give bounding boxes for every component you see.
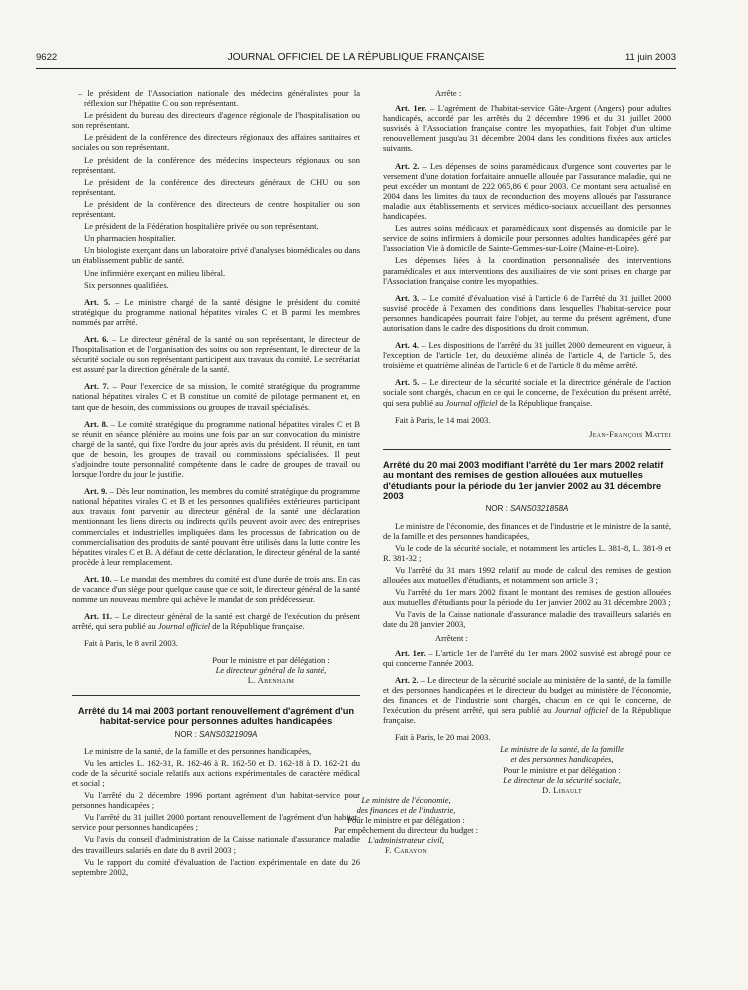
signature-line: Pour le ministre et par délégation : <box>503 764 621 775</box>
preamble-line: Vu le code de la sécurité sociale, et notamment les articles L. 381-8, L. 381-9 et R. 381-32 ; <box>383 542 671 563</box>
nor-code: SANS0321858A <box>510 504 569 514</box>
journal-title: JOURNAL OFFICIEL DE LA RÉPUBLIQUE FRANÇAISE <box>227 52 485 63</box>
signatory-name: Jean-François Mattei <box>589 428 671 439</box>
article-text-tail: de la République française. <box>497 397 593 408</box>
article-text: – Le directeur général de la santé ou son représentant, le directeur de l'hospitalisation et de l'organisation des soins ou son représentant, le directeur de la sécurité sociale ou son représentant participent aux travaux du comité. Le secrétariat est assuré par la direction générale de la santé. <box>72 333 360 375</box>
article <box>72 419 360 480</box>
header-rule <box>36 68 676 69</box>
article <box>72 297 360 327</box>
signature-date: Fait à Paris, le 20 mai 2003. <box>395 732 491 743</box>
issue-date: 11 juin 2003 <box>624 52 676 63</box>
signature-date: Fait à Paris, le 14 mai 2003. <box>395 414 491 425</box>
signatory-name: D. Libault <box>541 784 583 795</box>
article-number: Art. 5. <box>84 296 111 307</box>
member-item: Le président de la conférence des médecins inspecteurs régionaux ou son représentant. <box>72 154 360 175</box>
member-item: Un biologiste exerçant dans un laboratoire privé d'analyses biomédicales ou dans un établissement public de santé. <box>72 245 360 266</box>
member-item: Un pharmacien hospitalier. <box>84 233 176 244</box>
article <box>383 340 671 370</box>
preamble-line: Vu l'avis de la Caisse nationale d'assurance maladie des travailleurs salariés en date du 28 janvier 2003, <box>383 609 671 630</box>
signatory-name: L. Abenhaim <box>247 674 295 685</box>
nor-code: SANS0321909A <box>199 729 258 739</box>
signature-date: Fait à Paris, le 8 avril 2003. <box>84 638 178 649</box>
signature-line: Le directeur général de la santé, <box>215 664 327 675</box>
article-text-tail: de la République française. <box>210 621 305 632</box>
preamble-line: Le ministre de l'économie, des finances et de l'industrie et le ministre de la santé, de la famille et des personnes handicapées, <box>383 520 671 541</box>
article-text: – Le comité stratégique du programme national hépatites virales C et B se réunit en séance plénière au moins une fois par an sur convocation du ministre chargé de la santé, qui fixe l'ordre du jour après avis du président. Il réunit, en tant que de besoin, les groupes de travail ou commissions spécialisées. Il peut s'adjoindre toute personnalité compétente dans le cadre de groupes de travail ou lorsque l'ordre du jour le justifie. <box>72 418 360 480</box>
article-number: Art. 6. <box>84 333 109 344</box>
article <box>383 103 671 153</box>
nor-reference <box>72 730 360 740</box>
preamble-line: Vu le rapport du comité d'évaluation de l'action expérimentale en date du 26 septembre 2002, <box>72 856 360 877</box>
article <box>72 334 360 374</box>
signature-block <box>453 744 671 794</box>
signature-line: Le directeur de la sécurité sociale, <box>503 774 621 785</box>
member-item: Le président de la Fédération hospitalière privée ou son représentant. <box>84 221 319 232</box>
article <box>72 381 360 411</box>
article-text: – Le comité d'évaluation visé à l'article 6 de l'arrêté du 31 juillet 2000 susvisé procède à l'examen des conditions dans lesquelles l'habitat-service pour personnes handicapées pourrait faire l'objet, au terme du présent agrément, d'une autorisation dans le cadre des dispositions du droit commun. <box>383 292 671 333</box>
article-paragraph: Les dépenses liées à la coordination personnalisée des interventions paramédicales et aux interventions des auxiliaires de vie sont prises en charge par l'Association française contre les myopathies. <box>383 255 671 286</box>
signature-block <box>182 655 360 685</box>
article <box>383 377 671 407</box>
section-separator <box>72 695 360 696</box>
article-number: Art. 4. <box>395 340 419 351</box>
article-text: – Les dispositions de l'arrêté du 31 juillet 2000 demeurent en vigueur, à l'exception de l'article 1er, du deuxième alinéa de l'article 4, de l'article 5, des troisième et quatrième alinéas de l'article 6 et de l'article 8 du même arrêté. <box>383 340 671 371</box>
journal-reference: Journal officiel <box>445 397 498 408</box>
arretent-heading: Arrêtent : <box>435 633 468 644</box>
signature-block <box>311 795 501 856</box>
nor-label: NOR : <box>174 729 200 739</box>
page-number: 9622 <box>36 52 58 63</box>
article <box>383 675 671 725</box>
article-text: – Les dépenses de soins paramédicaux d'urgence sont couvertes par le versement d'une dotation forfaitaire annuelle allouée par l'assurance maladie, qui ne peut excéder un montant de 222 065,86 € pour 2003. Ce montant sera actualisé en 2004 dans les limites du taux de reconduction des moyens alloués par l'assurance maladie aux établissements et services médico-sociaux accueillant des personnes handicapées. <box>383 160 671 222</box>
article-text: – Le directeur de la sécurité sociale au ministère de la santé, de la famille et des personnes handicapées et le directeur du budget au ministère de l'économie, des finances et de l'industrie sont chargés, chacun en ce qui le concerne, de l'exécution du présent arrêté, qui sera publié au <box>383 674 671 716</box>
article-number: Art. 10. <box>84 573 112 584</box>
article-text: – Dès leur nomination, les membres du comité stratégique du programme national hépatites virales C et B et les personnes qualifiées extérieures participant aux travaux font parvenir au directeur général de la santé une déclaration mentionnant les liens directs ou indirects qu'ils peuvent avoir avec des entreprises commerciales et industrielles impliquées dans les processus de fabrication ou de commercialisation des produits de santé pouvant être utilisés dans la lutte contre les hépatites virales C et B. A défaut de cette déclaration, le directeur général de la santé procède à leur remplacement. <box>72 486 360 567</box>
page-header <box>36 50 676 66</box>
article-number: Art. 2. <box>395 674 419 685</box>
member-item: Le président du bureau des directeurs d'agence régionale de l'hospitalisation ou son représentant. <box>72 110 360 131</box>
article-text: – Le directeur de la sécurité sociale et la directrice générale de l'action sociale sont chargés, chacun en ce qui le concerne, de l'exécution du présent arrêté, qui sera publié au <box>383 377 671 408</box>
member-item: – le président de l'Association nationale des médecins généralistes pour la réflexion sur l'hépatite C ou son représentant. <box>78 88 360 109</box>
preamble-line: Vu l'arrêté du 31 mars 1992 relatif au mode de calcul des remises de gestion allouées aux mutuelles d'étudiants, et notamment son article 3 ; <box>383 564 671 585</box>
article-number: Art. 5. <box>395 377 420 388</box>
article-text: – Pour l'exercice de sa mission, le comité stratégique du programme national hépatites virales C et B constitue un comité de pilotage permanent et, en tant que de besoin, des commissions ou groupes de travail spécialisés. <box>72 381 360 412</box>
article-number: Art. 7. <box>84 381 109 392</box>
journal-reference: Journal officiel <box>157 621 211 632</box>
article-text: – Le mandat des membres du comité est d'une durée de trois ans. En cas de vacance d'un siège pour quelque cause que ce soit, le directeur général de la santé nomme un nouveau membre qui achève le mandat de son prédécesseur. <box>72 573 361 605</box>
article <box>383 293 671 333</box>
signature-line: Par empêchement du directeur du budget : <box>334 825 478 836</box>
article-text: – L'agrément de l'habitat-service Gâte-Argent (Angers) pour adultes handicapés, accordé par les arrêtés du 2 décembre 1996 et du 31 juillet 2000 susvisés à l'Association française contre les myopathies, fait l'objet d'un ultime renouvellement jusqu'au 31 décembre 2004 dans les conditions fixées aux articles suivants. <box>383 103 671 154</box>
article-number: Art. 1er. <box>395 647 426 658</box>
committee-members <box>72 88 360 290</box>
article-number: Art. 2. <box>395 160 420 171</box>
signature-line: des finances et de l'industrie, <box>356 804 456 815</box>
member-item: Six personnes qualifiées. <box>84 279 169 290</box>
signature-line: Le ministre de la santé, de la famille <box>500 744 624 755</box>
section-separator <box>383 449 671 450</box>
member-item: Le président de la conférence des directeurs généraux de CHU ou son représentant. <box>72 176 360 197</box>
nor-label: NOR : <box>485 504 511 514</box>
right-column <box>334 88 671 856</box>
signatory-name: F. Carayon <box>384 845 428 856</box>
article <box>72 611 360 631</box>
member-item: Le président de la conférence des directeurs de centre hospitalier ou son représentant. <box>72 198 360 220</box>
signature-line: et des personnes handicapées, <box>510 754 614 765</box>
decree-title: Arrêté du 20 mai 2003 modifiant l'arrêté du 1er mars 2002 relatif au montant des remises de gestion allouées aux mutuelles d'étudiants pour la période du 1er janvier 2002 au 31 décembre 2003 <box>383 459 664 502</box>
member-item: Une infirmière exerçant en milieu libéral. <box>84 267 226 278</box>
decree-title: Arrêté du 14 mai 2003 portant renouvellement d'agrément d'un habitat-service pour personnes adultes handicapées <box>77 705 355 727</box>
signature-line: Le ministre de l'économie, <box>361 794 451 805</box>
article-text-tail: de la République française. <box>383 705 671 726</box>
article <box>383 161 671 222</box>
member-item: Le président de la conférence des directeurs régionaux des affaires sanitaires et sociales ou son représentant. <box>72 132 360 153</box>
arrete-heading: Arrête : <box>435 88 462 98</box>
article <box>72 574 360 604</box>
article-number: Art. 3. <box>395 292 420 303</box>
preamble-line: Le ministre de la santé, de la famille et des personnes handicapées, <box>84 745 312 756</box>
article-number: Art. 9. <box>84 486 108 497</box>
preamble-line: Vu les articles L. 162-31, R. 162-46 à R. 162-50 et D. 162-18 à D. 162-21 du code de la sécurité sociale relatifs aux actions expérimentales de caractère médical et social ; <box>72 757 360 788</box>
preamble-line: Vu l'arrêté du 2 décembre 1996 portant agrément d'un habitat-service pour personnes handicapées ; <box>72 790 360 811</box>
article-number: Art. 11. <box>84 611 112 622</box>
signature-line: Pour le ministre et par délégation : <box>212 654 330 665</box>
left-column <box>72 88 360 879</box>
article-number: Art. 8. <box>84 418 108 429</box>
preamble-line: Vu l'avis du conseil d'administration de la Caisse nationale d'assurance maladie des travailleurs salariés en date du 8 avril 2003 ; <box>72 834 360 855</box>
signature-line: Pour le ministre et par délégation : <box>347 814 465 825</box>
journal-reference: Journal officiel <box>554 705 608 716</box>
preamble-line: Vu l'arrêté du 31 juillet 2000 portant renouvellement de l'agrément d'un habitat-service pour personnes handicapées ; <box>72 812 360 833</box>
article-number: Art. 1er. <box>395 103 427 114</box>
preamble-line: Vu l'arrêté du 1er mars 2002 fixant le montant des remises de gestion allouées aux mutuelles d'étudiants pour la période du 1er janvier 2002 au 31 décembre 2003 ; <box>383 587 671 608</box>
article-text: – Le directeur général de la santé est chargé de l'exécution du présent arrêté, qui sera publié au <box>72 611 360 632</box>
article-text: – Le ministre chargé de la santé désigne le président du comité stratégique du programme national hépatites virales C et B parmi les membres nommés par arrêté. <box>72 296 360 327</box>
article-paragraph: Les autres soins médicaux et paramédicaux sont dispensés au domicile par le service de soins infirmiers à domicile pour personnes adultes handicapées géré par l'association Vie à domicile de Sainte-Gemmes-sur-Loire (Maine-et-Loire). <box>383 223 671 254</box>
article-text: – L'article 1er de l'arrêté du 1er mars 2002 susvisé est abrogé pour ce qui concerne l'année 2003. <box>383 647 671 668</box>
signature-line: L'administrateur civil, <box>368 835 444 846</box>
nor-reference <box>383 504 671 514</box>
article <box>72 486 360 567</box>
article <box>383 648 671 668</box>
